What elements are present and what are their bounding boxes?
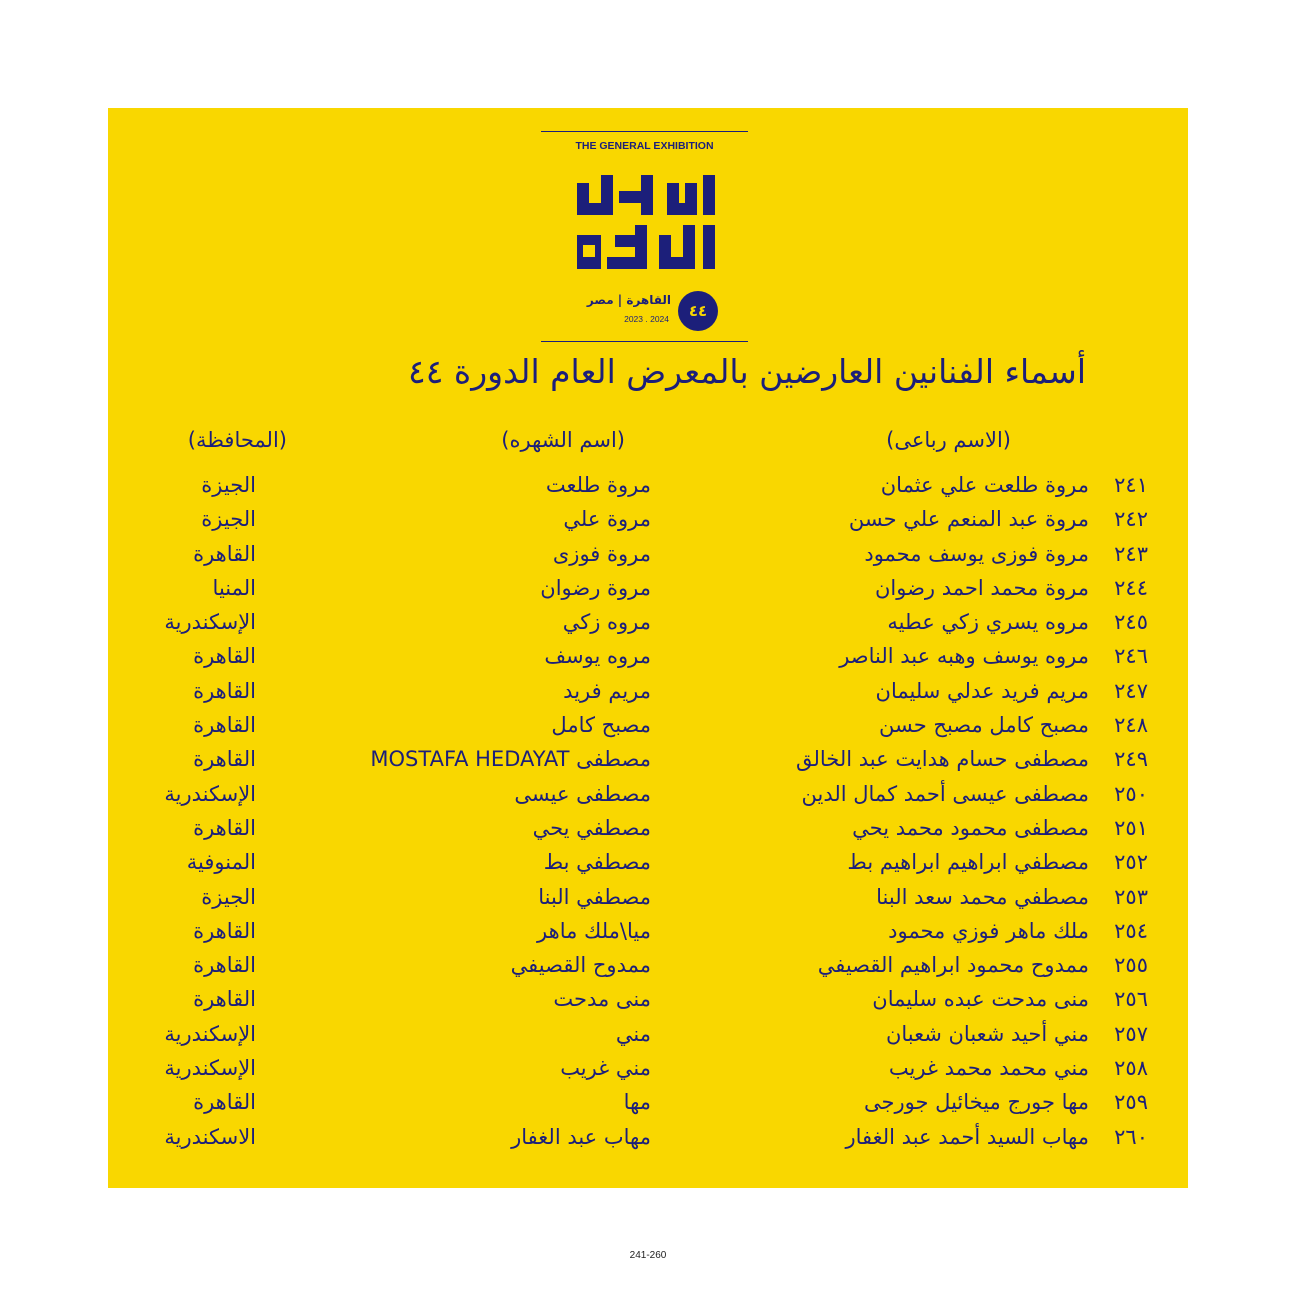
full-name: مروة محمد احمد رضوان: [874, 575, 1089, 600]
list-item: [0, 641, 1296, 675]
logo-top-rule: [541, 131, 748, 132]
fame-name: مروة فوزى: [552, 541, 651, 566]
full-name: مريم فريد عدلي سليمان: [875, 678, 1089, 703]
row-number: ٢٤٢: [1114, 507, 1148, 532]
list-item: [0, 744, 1296, 778]
row-number: ٢٥٣: [1114, 884, 1148, 909]
logo-years: 2023 . 2024: [624, 314, 669, 324]
governorate: الجيزة: [201, 507, 256, 532]
row-number: ٢٤٨: [1114, 713, 1148, 738]
fame-name: ميا\ملك ماهر: [537, 918, 651, 943]
governorate: القاهرة: [193, 1090, 256, 1115]
fame-name: مني غريب: [560, 1056, 651, 1081]
full-name: مروة عبد المنعم علي حسن: [848, 507, 1089, 532]
logo-bottom-rule: [541, 341, 748, 342]
row-number: ٢٥١: [1114, 815, 1148, 840]
governorate: الإسكندرية: [164, 781, 256, 806]
fame-name: مروة رضوان: [540, 575, 651, 600]
fame-name: مريم فريد: [563, 678, 651, 703]
row-number: ٢٥٤: [1114, 918, 1148, 943]
fame-name: مهاب عبد الغفار: [511, 1124, 651, 1149]
list-item: [0, 1019, 1296, 1053]
row-number: ٢٥٠: [1114, 781, 1148, 806]
artists-list: [0, 470, 1296, 1156]
full-name: مني محمد محمد غريب: [888, 1056, 1089, 1081]
governorate: القاهرة: [193, 644, 256, 669]
governorate: الاسكندرية: [164, 1124, 256, 1149]
full-name: مصطفى محمود محمد يحي: [852, 815, 1089, 840]
list-item: [0, 1122, 1296, 1156]
row-number: ٢٤٣: [1114, 541, 1148, 566]
full-name: مروه يسري زكي عطيه: [887, 610, 1089, 635]
governorate: القاهرة: [193, 747, 256, 772]
governorate: الإسكندرية: [164, 1056, 256, 1081]
fame-name: منى مدحت: [553, 987, 651, 1012]
list-item: [0, 882, 1296, 916]
list-item: [0, 676, 1296, 710]
list-item: [0, 1053, 1296, 1087]
header-fame-name: (اسم الشهره): [501, 428, 625, 452]
full-name: مها جورج ميخائيل جورجى: [864, 1090, 1089, 1115]
row-number: ٢٤٦: [1114, 644, 1148, 669]
full-name: مهاب السيد أحمد عبد الغفار: [845, 1124, 1089, 1149]
governorate: الجيزة: [201, 473, 256, 497]
fame-name: مصطفى عيسى: [514, 781, 651, 806]
fame-name: مروة طلعت: [545, 473, 651, 497]
list-item: [0, 813, 1296, 847]
list-item: [0, 984, 1296, 1018]
list-item: [0, 916, 1296, 950]
full-name: مصطفي ابراهيم ابراهيم بط: [847, 850, 1089, 875]
governorate: المنيا: [212, 575, 256, 600]
fame-name: مها: [623, 1090, 651, 1115]
fame-name: مروه يوسف: [544, 644, 651, 669]
fame-name: مصطفي يحي: [532, 815, 651, 840]
full-name: مروة فوزى يوسف محمود: [864, 541, 1089, 566]
fame-name: مصبح كامل: [551, 713, 651, 738]
fame-name: ممدوح القصيفي: [510, 953, 651, 978]
full-name: ملك ماهر فوزي محمود: [888, 918, 1089, 943]
full-name: مصطفى حسام هدايت عبد الخالق: [795, 747, 1089, 772]
governorate: القاهرة: [193, 987, 256, 1012]
fame-name: مروة علي: [563, 507, 651, 532]
fame-name: مصطفى MOSTAFA HEDAYAT: [370, 747, 651, 772]
list-item: [0, 504, 1296, 538]
fame-name: مصطفي بط: [543, 850, 651, 875]
row-number: ٢٥٥: [1114, 953, 1148, 978]
list-item: [0, 710, 1296, 744]
full-name: مروة طلعت علي عثمان: [880, 473, 1089, 497]
full-name: مصطفي محمد سعد البنا: [876, 884, 1089, 909]
list-item: [0, 607, 1296, 641]
row-number: ٢٥٩: [1114, 1090, 1148, 1115]
full-name: منى مدحت عبده سليمان: [872, 987, 1089, 1012]
governorate: المنوفية: [186, 850, 256, 875]
full-name: مني أحيد شعبان شعبان: [885, 1021, 1089, 1046]
list-item: [0, 539, 1296, 573]
row-number: ٢٤١: [1114, 473, 1148, 497]
governorate: القاهرة: [193, 541, 256, 566]
logo-city: القاهرة | مصر: [586, 293, 671, 307]
row-number: ٢٤٧: [1114, 678, 1148, 703]
row-number: ٢٥٦: [1114, 987, 1148, 1012]
list-item: [0, 950, 1296, 984]
list-item: [0, 573, 1296, 607]
full-name: مصطفى عيسى أحمد كمال الدين: [801, 781, 1089, 806]
page-title: أسماء الفنانين العارضين بالمعرض العام الدورة ٤٤: [407, 352, 1086, 391]
full-name: مصبح كامل مصبح حسن: [879, 713, 1089, 738]
row-number: ٢٥٢: [1114, 850, 1148, 875]
full-name: ممدوح محمود ابراهيم القصيفي: [817, 953, 1089, 978]
governorate: القاهرة: [193, 815, 256, 840]
governorate: الإسكندرية: [164, 1021, 256, 1046]
logo-english-title: THE GENERAL EXHIBITION: [575, 140, 714, 152]
list-item: [0, 779, 1296, 813]
row-number: ٢٦٠: [1114, 1124, 1148, 1149]
governorate: القاهرة: [193, 918, 256, 943]
row-number: ٢٥٧: [1114, 1021, 1148, 1046]
page-range-footer: 241-260: [629, 1250, 667, 1261]
full-name: مروه يوسف وهبه عبد الناصر: [839, 644, 1089, 669]
fame-name: مروه زكي: [562, 610, 651, 635]
exhibition-logo: [541, 131, 748, 343]
governorate: القاهرة: [193, 678, 256, 703]
fame-name: مصطفي البنا: [538, 884, 651, 909]
edition-badge: ٤٤: [678, 291, 718, 331]
row-number: ٢٥٨: [1114, 1056, 1148, 1081]
row-number: ٢٤٥: [1114, 610, 1148, 635]
header-governorate: (المحافظة): [187, 428, 287, 452]
list-item: [0, 1087, 1296, 1121]
governorate: القاهرة: [193, 953, 256, 978]
governorate: القاهرة: [193, 713, 256, 738]
list-item: [0, 847, 1296, 881]
header-full-name: (الاسم رباعى): [886, 428, 1011, 452]
governorate: الإسكندرية: [164, 610, 256, 635]
row-number: ٢٤٤: [1114, 575, 1148, 600]
governorate: الجيزة: [201, 884, 256, 909]
fame-name: مني: [615, 1021, 651, 1046]
row-number: ٢٤٩: [1114, 747, 1148, 772]
kufic-logotype-graphic: [571, 173, 721, 271]
list-item: [0, 470, 1296, 504]
